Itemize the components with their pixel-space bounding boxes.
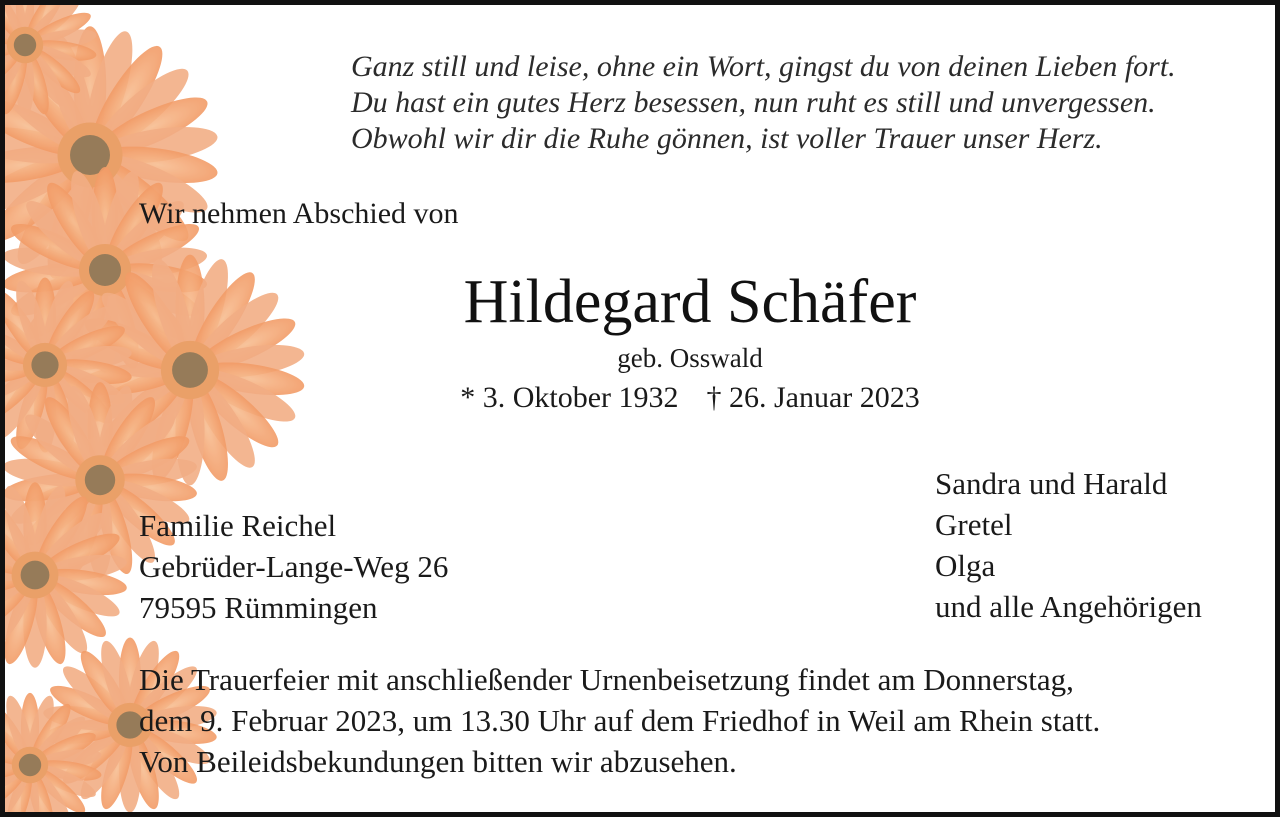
ceremony-line-1: Die Trauerfeier mit anschließender Urnenbeisetzung findet am Donnerstag, <box>139 662 1074 697</box>
poem-line-3: Obwohl wir dir die Ruhe gönnen, ist voller Trauer unser Herz. <box>351 122 1103 155</box>
ceremony-line-3: Von Beileidsbekundungen bitten wir abzusehen. <box>139 744 737 779</box>
ceremony-line-2: dem 9. Februar 2023, um 13.30 Uhr auf dem Friedhof in Weil am Rhein statt. <box>139 703 1101 738</box>
poem <box>351 49 1176 157</box>
mourners-list <box>935 463 1202 627</box>
mourner-2: Gretel <box>935 507 1013 542</box>
ceremony-info <box>139 659 1100 782</box>
address-line-3: 79595 Rümmingen <box>139 590 378 625</box>
address-line-2: Gebrüder-Lange-Weg 26 <box>139 549 449 584</box>
poem-line-2: Du hast ein gutes Herz besessen, nun ruht es still und unvergessen. <box>351 86 1156 119</box>
death-date: † 26. Januar 2023 <box>706 381 920 414</box>
poem-line-1: Ganz still und leise, ohne ein Wort, gingst du von deinen Lieben fort. <box>351 50 1176 83</box>
mourner-4: und alle Angehörigen <box>935 589 1202 624</box>
mourner-1: Sandra und Harald <box>935 466 1168 501</box>
family-address <box>139 505 448 628</box>
maiden-name: geb. Osswald <box>617 343 763 373</box>
mourner-3: Olga <box>935 548 996 583</box>
deceased-name: Hildegard Schäfer <box>463 268 917 336</box>
address-line-1: Familie Reichel <box>139 508 337 543</box>
farewell-intro: Wir nehmen Abschied von <box>139 197 459 230</box>
life-dates <box>5 381 1280 415</box>
birth-date: * 3. Oktober 1932 <box>460 381 679 414</box>
